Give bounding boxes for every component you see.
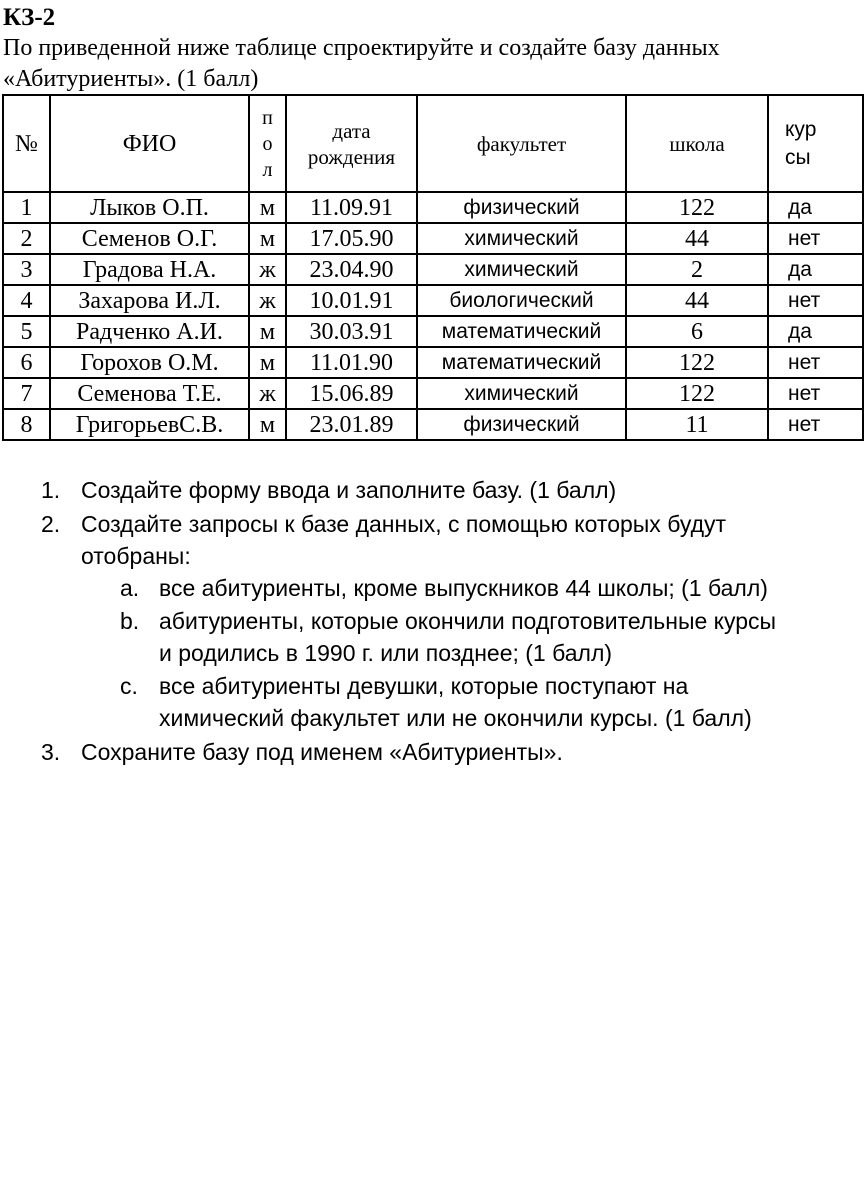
cell-birth: 11.01.90: [286, 347, 417, 378]
table-row: [3, 378, 863, 409]
task-item: [0, 736, 816, 768]
cell-school: 122: [626, 347, 768, 378]
cell-fio: Радченко А.И.: [50, 316, 249, 347]
cell-birth: 30.03.91: [286, 316, 417, 347]
table-body: [3, 192, 863, 440]
header-birth-line2: рождения: [307, 144, 396, 169]
header-birth-line1: дата: [332, 118, 371, 143]
subtask-text: абитуриенты, которые окончили подготовительные курсы и родились в 1990 г. или позднее; (1 балл): [159, 608, 777, 666]
cell-birth: 11.09.91: [286, 192, 417, 223]
task-number: 2.: [41, 511, 61, 537]
cell-pol: ж: [249, 254, 286, 285]
cell-fio: Лыков О.П.: [50, 192, 249, 223]
header-courses: [768, 95, 863, 192]
cell-pol: м: [249, 223, 286, 254]
subtask-item: [0, 670, 816, 734]
cell-faculty: химический: [417, 254, 626, 285]
cell-num: 7: [3, 378, 50, 409]
header-num: №: [3, 95, 50, 192]
cell-fio: Градова Н.А.: [50, 254, 249, 285]
cell-pol: ж: [249, 378, 286, 409]
cell-courses: нет: [768, 347, 863, 378]
task-number: 1.: [41, 477, 61, 503]
subtask-text: все абитуриенты, кроме выпускников 44 школы; (1 балл): [159, 575, 768, 601]
table-row: [3, 223, 863, 254]
cell-school: 6: [626, 316, 768, 347]
subtask-item: [0, 605, 816, 669]
cell-fio: Семенов О.Г.: [50, 223, 249, 254]
cell-num: 6: [3, 347, 50, 378]
subtask-letter: a.: [120, 575, 140, 601]
cell-num: 5: [3, 316, 50, 347]
cell-faculty: математический: [417, 347, 626, 378]
header-fio: ФИО: [50, 95, 249, 192]
table-row: [3, 409, 863, 440]
cell-birth: 23.01.89: [286, 409, 417, 440]
cell-school: 44: [626, 285, 768, 316]
task-text: Создайте форму ввода и заполните базу. (1 балл): [81, 477, 617, 503]
cell-pol: м: [249, 409, 286, 440]
intro-line: По приведенной ниже таблице спроектируйте и создайте базу данных: [3, 35, 720, 61]
cell-faculty: химический: [417, 223, 626, 254]
subtask-letter: c.: [120, 673, 138, 699]
cell-fio: Захарова И.Л.: [50, 285, 249, 316]
cell-school: 2: [626, 254, 768, 285]
applicants-table-wrapper: [2, 94, 821, 441]
intro-line: «Абитуриенты». (1 балл): [3, 66, 259, 92]
cell-birth: 15.06.89: [286, 378, 417, 409]
table-row: [3, 316, 863, 347]
cell-num: 4: [3, 285, 50, 316]
task-item: [0, 508, 816, 734]
header-faculty: факультет: [417, 95, 626, 192]
task-number: 3.: [41, 739, 61, 765]
cell-birth: 17.05.90: [286, 223, 417, 254]
cell-school: 122: [626, 378, 768, 409]
cell-courses: нет: [768, 285, 863, 316]
header-courses-line1: кур: [785, 117, 817, 141]
cell-school: 11: [626, 409, 768, 440]
cell-num: 3: [3, 254, 50, 285]
table-row: [3, 285, 863, 316]
document-title: КЗ-2: [3, 4, 56, 31]
cell-pol: м: [249, 316, 286, 347]
task-text: Создайте запросы к базе данных, с помощью которых будут отобраны:: [81, 511, 727, 569]
applicants-table: [2, 94, 864, 441]
table-header-row: [3, 95, 863, 192]
header-birth-date: [286, 95, 417, 192]
table-row: [3, 347, 863, 378]
cell-num: 1: [3, 192, 50, 223]
task-list: [0, 474, 816, 770]
cell-fio: ГригорьевС.В.: [50, 409, 249, 440]
subtask-item: [0, 572, 816, 604]
cell-faculty: физический: [417, 409, 626, 440]
cell-courses: нет: [768, 409, 863, 440]
cell-num: 8: [3, 409, 50, 440]
cell-courses: нет: [768, 378, 863, 409]
task-item: [0, 474, 816, 506]
cell-pol: м: [249, 347, 286, 378]
table-row: [3, 192, 863, 223]
intro-paragraph: [3, 33, 815, 95]
cell-birth: 10.01.91: [286, 285, 417, 316]
task-text: Сохраните базу под именем «Абитуриенты».: [81, 739, 563, 765]
subtask-text: все абитуриенты девушки, которые поступают на химический факультет или не окончили курсы. (1 балл): [159, 673, 752, 731]
cell-courses: нет: [768, 223, 863, 254]
cell-pol: ж: [249, 285, 286, 316]
header-courses-line2: сы: [785, 145, 811, 169]
cell-pol: м: [249, 192, 286, 223]
cell-courses: да: [768, 254, 863, 285]
header-school: школа: [626, 95, 768, 192]
cell-faculty: математический: [417, 316, 626, 347]
cell-faculty: химический: [417, 378, 626, 409]
cell-courses: да: [768, 316, 863, 347]
cell-fio: Семенова Т.Е.: [50, 378, 249, 409]
cell-faculty: физический: [417, 192, 626, 223]
subtask-letter: b.: [120, 608, 140, 634]
cell-courses: да: [768, 192, 863, 223]
cell-faculty: биологический: [417, 285, 626, 316]
header-pol: [249, 95, 286, 192]
header-pol-text: п о л: [262, 106, 273, 181]
cell-school: 122: [626, 192, 768, 223]
cell-birth: 23.04.90: [286, 254, 417, 285]
cell-num: 2: [3, 223, 50, 254]
cell-school: 44: [626, 223, 768, 254]
table-row: [3, 254, 863, 285]
cell-fio: Горохов О.М.: [50, 347, 249, 378]
